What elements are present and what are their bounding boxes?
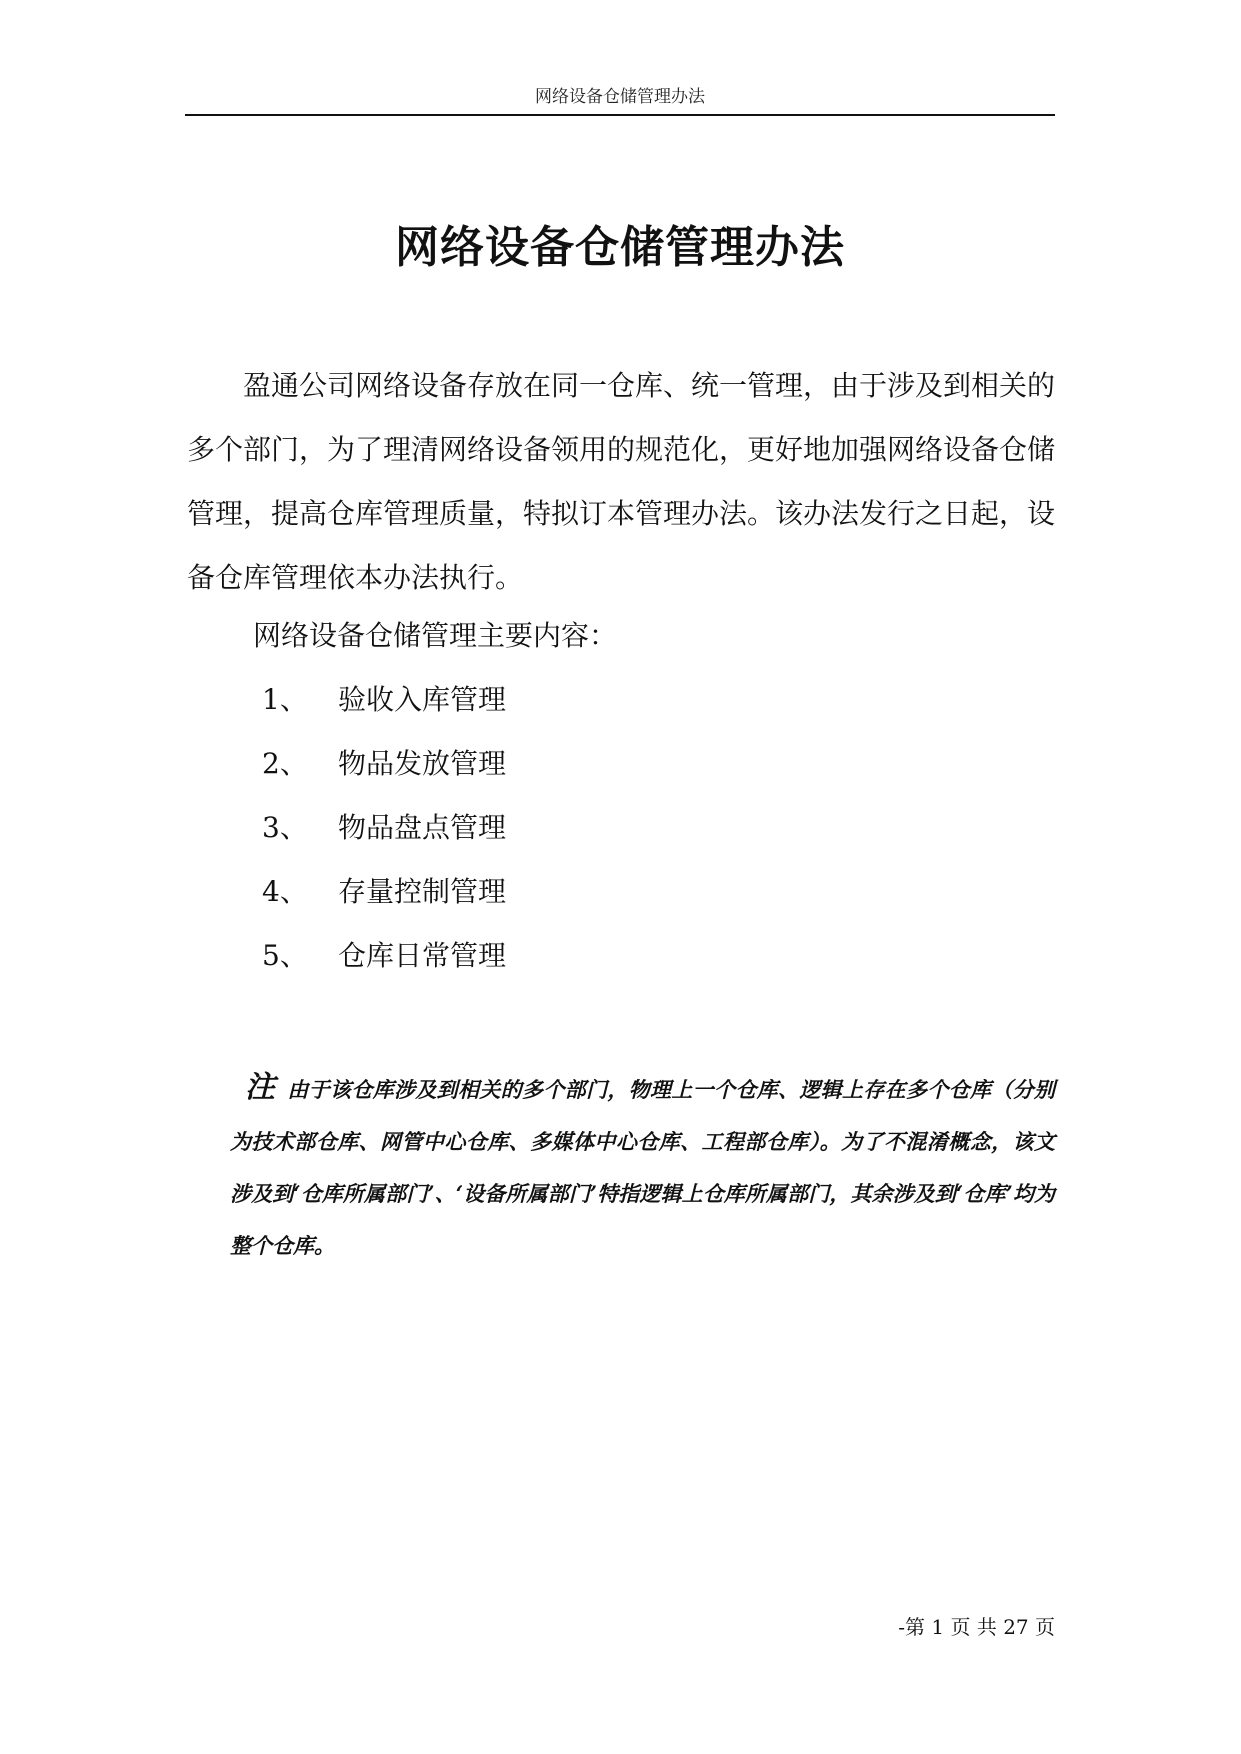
contents-item-label: 物品盘点管理 <box>338 811 507 844</box>
contents-item <box>262 742 506 786</box>
contents-item <box>262 806 506 850</box>
page-number: -第 1 页 共 27 页 <box>898 1615 1055 1639</box>
contents-item <box>262 678 506 722</box>
contents-item <box>262 870 506 914</box>
document-title: 网络设备仓储管理办法 <box>395 222 845 273</box>
contents-item <box>262 934 506 978</box>
running-header: 网络设备仓储管理办法 <box>535 87 705 107</box>
note-text: 由于该仓库涉及到相关的多个部门，物理上一个仓库、逻辑上存在多个仓库（分别为技术部仓库、网管中心仓库、多媒体中心仓库、工程部仓库）。为了不混淆概念，该文涉及到‘仓库所属部门’、‘设备所属部门’特指逻辑上仓库所属部门，其余涉及到‘仓库’均为整个仓库。 <box>230 1077 1056 1258</box>
intro-paragraph: 盈通公司网络设备存放在同一仓库、统一管理，由于涉及到相关的多个部门，为了理清网络设备领用的规范化，更好地加强网络设备仓储管理，提高仓库管理质量，特拟订本管理办法。该办法发行之日起，设备仓库管理依本办法执行。 <box>187 369 1056 594</box>
contents-item-number: 3、 <box>262 811 308 844</box>
contents-item-number: 4、 <box>262 875 308 908</box>
contents-heading: 网络设备仓储管理主要内容： <box>253 619 618 652</box>
note-paragraph <box>230 1062 1055 1272</box>
contents-item-label: 存量控制管理 <box>338 875 507 908</box>
contents-item-number: 1、 <box>262 683 308 716</box>
contents-item-number: 5、 <box>262 939 308 972</box>
contents-item-number: 2、 <box>262 747 308 780</box>
contents-item-label: 仓库日常管理 <box>338 939 507 972</box>
contents-item-label: 验收入库管理 <box>338 683 507 716</box>
header-rule <box>185 114 1055 116</box>
note-label: 注 <box>245 1070 276 1105</box>
contents-item-label: 物品发放管理 <box>338 747 507 780</box>
